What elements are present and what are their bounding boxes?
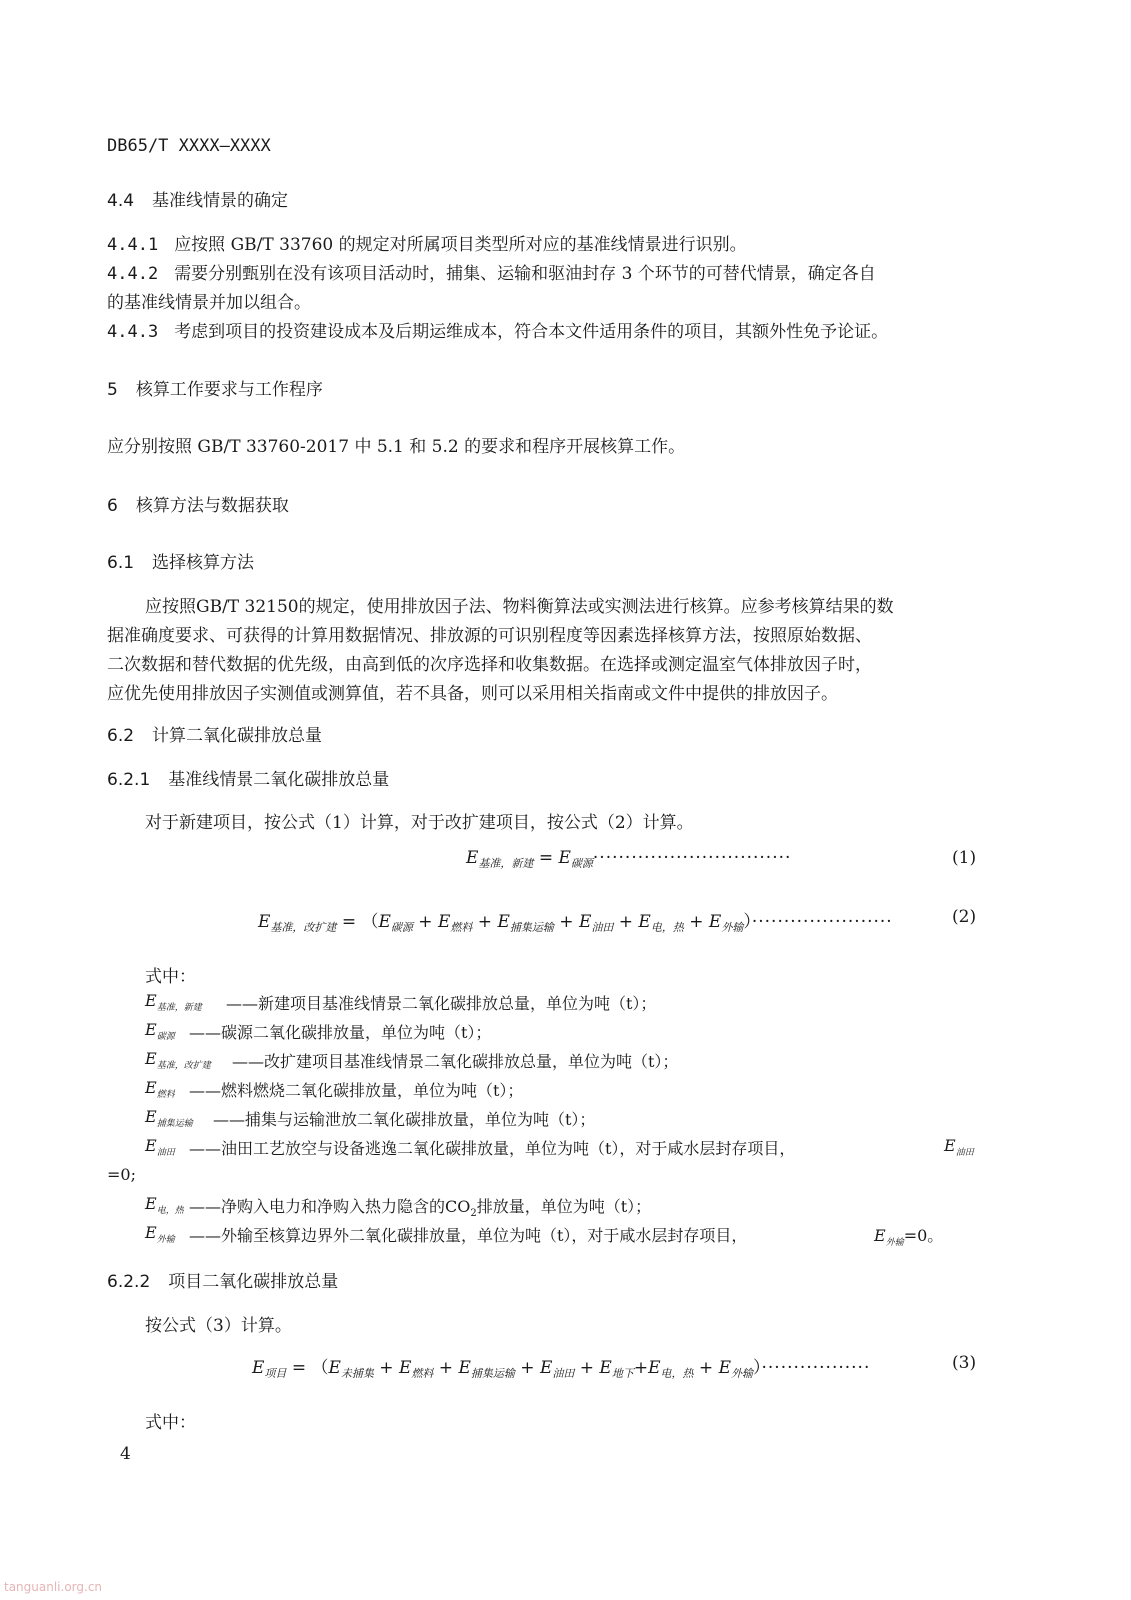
definition-text: ——外输至核算边界外二氧化碳排放量，单位为吨（t），对于咸水层封存项目， (189, 1226, 748, 1245)
eq-term: 电，热 (650, 921, 684, 934)
clause-number: 4.4.1 (107, 235, 159, 255)
eq-term: 地下 (611, 1367, 634, 1380)
definition-item: $E_{油田}$ (944, 1136, 974, 1158)
definition-tail: =0。 (903, 1226, 944, 1245)
clause-text: 需要分别甄别在没有该项目活动时，捕集、运输和驱油封存 3 个环节的可替代情景，确定各自 (174, 264, 876, 284)
eq-term: 捕集运输 (509, 921, 554, 934)
def-symbol: 电，热 (156, 1206, 184, 1216)
leader-dots: ······················ (751, 912, 893, 932)
heading-number: 6.1 (107, 553, 135, 573)
eq-term: 油田 (591, 921, 614, 934)
definition-item: $E_{外输}=0$。 (874, 1226, 944, 1248)
definition-text: ——捕集与运输泄放二氧化碳排放量，单位为吨（t）； (213, 1110, 596, 1129)
section-heading-6-2 (107, 721, 322, 746)
definition-item: $E_{碳源}$ (145, 1020, 175, 1042)
definition-item: $E_{外输}$ (145, 1223, 175, 1245)
eq-term: 未捕集 (340, 1367, 374, 1380)
definition-item: $E_{电,热}$ (145, 1194, 184, 1216)
heading-number: 6.2 (107, 726, 135, 746)
heading-number: 6 (107, 496, 118, 516)
eq-subscript: 碳源 (570, 857, 593, 870)
def-symbol: 外输 (156, 1235, 175, 1245)
clause-text: 应按照 GB/T 33760 的规定对所属项目类型所对应的基准线情景进行识别。 (174, 235, 747, 255)
clause-number: 4.4.3 (107, 322, 159, 342)
heading-number: 5 (107, 380, 118, 400)
equation-3: $E_{项目} = (E_{未捕集} + E_{燃料} + E_{捕集运输} + E_{油田} + E_{地下}+E_{电,热} + E_{外输})\cdot\cdot\cdot\cdot\cdot\cdot\cdot\cdot\cdot\cdot\cdot\cdot\cdot\cdot\cdot\cdot\cdot$ (252, 1358, 871, 1380)
equation-1: $E_{基准,新建} = E_{碳源}\cdot\cdot\cdot\cdot\cdot\cdot\cdot\cdot\cdot\cdot\cdot\cdot\cdot\cdot\cdot\cdot\cdot\cdot\cdot\cdot\cdot\cdot\cdot\cdot\cdot\cdot\cdot\cdot\cdot\cdot\cdot$ (466, 848, 792, 870)
intro-text: 对于新建项目，按公式（1）计算，对于改扩建项目，按公式（2）计算。 (145, 813, 694, 833)
clause-4-4-2 (107, 259, 876, 284)
eq-term: 碳源 (390, 921, 413, 934)
definition-item: $E_{油田}$ (145, 1136, 175, 1158)
clause-text: 考虑到项目的投资建设成本及后期运维成本，符合本文件适用条件的项目，其额外性免予论证。 (174, 322, 889, 342)
clause-4-4-3 (107, 317, 888, 342)
clause-number: 4.4.2 (107, 264, 159, 284)
eq-subscript: 基准，改扩建 (270, 921, 337, 934)
definition-item: $E_{燃料}$ (145, 1078, 175, 1100)
heading-number: 6.2.1 (107, 770, 151, 790)
heading-number: 4.4 (107, 191, 135, 211)
def-symbol: 捕集运输 (156, 1119, 193, 1129)
definition-text (189, 1194, 651, 1219)
def-symbol: 外输 (885, 1238, 904, 1248)
equation-number: (2) (952, 907, 977, 927)
eq-subscript: 项目 (264, 1367, 287, 1380)
heading-number: 6.2.2 (107, 1272, 151, 1292)
page-number: 4 (120, 1444, 131, 1464)
definition-item: $E_{捕集运输}$ (145, 1107, 193, 1129)
eq-term: 燃料 (450, 921, 473, 934)
section-heading-5 (107, 375, 323, 400)
heading-title: 计算二氧化碳排放总量 (152, 726, 323, 746)
heading-title: 基准线情景的确定 (152, 191, 289, 211)
def-symbol: 燃料 (156, 1090, 175, 1100)
equation-2: $E_{基准,改扩建} = (E_{碳源} + E_{燃料} + E_{捕集运输} + E_{油田} + E_{电,热} + E_{外输})\cdot\cdot\cdot\cdot\cdot\cdot\cdot\cdot\cdot\cdot\cdot\cdot\cdot\cdot\cdot\cdot\cdot\cdot\cdot\cdot\cdot\cdot$ (258, 912, 893, 934)
definition-text-part: ——净购入电力和净购入热力隐含的CO (189, 1197, 471, 1216)
section-heading-6-1 (107, 548, 254, 573)
where-label: 式中： (145, 967, 196, 987)
definition-text-part: 排放量，单位为吨（t）； (476, 1197, 652, 1216)
document-code: DB65/T XXXX—XXXX (107, 136, 271, 156)
section-heading-6-2-2 (107, 1267, 338, 1292)
definition-text: ——新建项目基准线情景二氧化碳排放总量，单位为吨（t）； (226, 994, 657, 1013)
watermark: tanguanli.org.cn (4, 1580, 103, 1594)
paragraph-line: 据准确度要求、可获得的计算用数据情况、排放源的可识别程度等因素选择核算方法，按照原始数据、 (107, 626, 872, 646)
heading-title: 项目二氧化碳排放总量 (168, 1272, 339, 1292)
eq-term: 外输 (731, 1367, 753, 1380)
section-heading-6-2-1 (107, 765, 389, 790)
definition-continuation: =0; (107, 1165, 136, 1184)
def-symbol: 油田 (156, 1148, 175, 1158)
paragraph-line: 应按照GB/T 32150的规定，使用排放因子法、物料衡算法或实测法进行核算。应参考核算结果的数 (145, 597, 894, 617)
def-symbol: 基准，新建 (156, 1003, 202, 1013)
definition-text: ——碳源二氧化碳排放量，单位为吨（t）； (189, 1023, 492, 1042)
definition-item: $E_{基准,改扩建}$ (145, 1049, 211, 1071)
heading-title: 基准线情景二氧化碳排放总量 (168, 770, 390, 790)
def-symbol: 碳源 (156, 1032, 175, 1042)
paragraph-line: 二次数据和替代数据的优先级，由高到低的次序选择和收集数据。在选择或测定温室气体排放因子时， (107, 655, 872, 675)
definition-item: $E_{基准,新建}$ (145, 991, 202, 1013)
paragraph-line: 应优先使用排放因子实测值或测算值，若不具备，则可以采用相关指南或文件中提供的排放因子。 (107, 684, 838, 704)
heading-title: 选择核算方法 (152, 553, 255, 573)
equation-number: (3) (952, 1353, 977, 1373)
section-heading-4-4 (107, 186, 288, 211)
definition-text: ——改扩建项目基准线情景二氧化碳排放总量，单位为吨（t）； (232, 1052, 679, 1071)
eq-term: 电，热 (660, 1367, 694, 1380)
clause-4-4-1 (107, 230, 747, 255)
co2-subscript: 2 (470, 1208, 477, 1220)
equation-number: (1) (952, 848, 977, 868)
leader-dots: ················· (761, 1358, 871, 1378)
definition-text: ——油田工艺放空与设备逃逸二氧化碳排放量，单位为吨（t），对于咸水层封存项目， (189, 1139, 796, 1158)
definition-text: ——燃料燃烧二氧化碳排放量，单位为吨（t）； (189, 1081, 524, 1100)
heading-title: 核算工作要求与工作程序 (135, 380, 323, 400)
def-symbol: 基准，改扩建 (156, 1061, 211, 1071)
eq-term: 燃料 (411, 1367, 434, 1380)
intro-text: 按公式（3）计算。 (145, 1316, 292, 1336)
section-5-text: 应分别按照 GB/T 33760-2017 中 5.1 和 5.2 的要求和程序开展核算工作。 (107, 437, 686, 457)
eq-term: 外输 (721, 921, 744, 934)
def-symbol: 油田 (955, 1148, 974, 1158)
leader-dots: ······························· (592, 848, 792, 868)
heading-title: 核算方法与数据获取 (135, 496, 289, 516)
section-heading-6 (107, 491, 289, 516)
eq-subscript: 基准，新建 (478, 857, 534, 870)
eq-term: 油田 (552, 1367, 575, 1380)
where-label: 式中： (145, 1413, 196, 1433)
clause-4-4-2-continuation: 的基准线情景并加以组合。 (107, 293, 311, 313)
eq-term: 捕集运输 (470, 1367, 515, 1380)
